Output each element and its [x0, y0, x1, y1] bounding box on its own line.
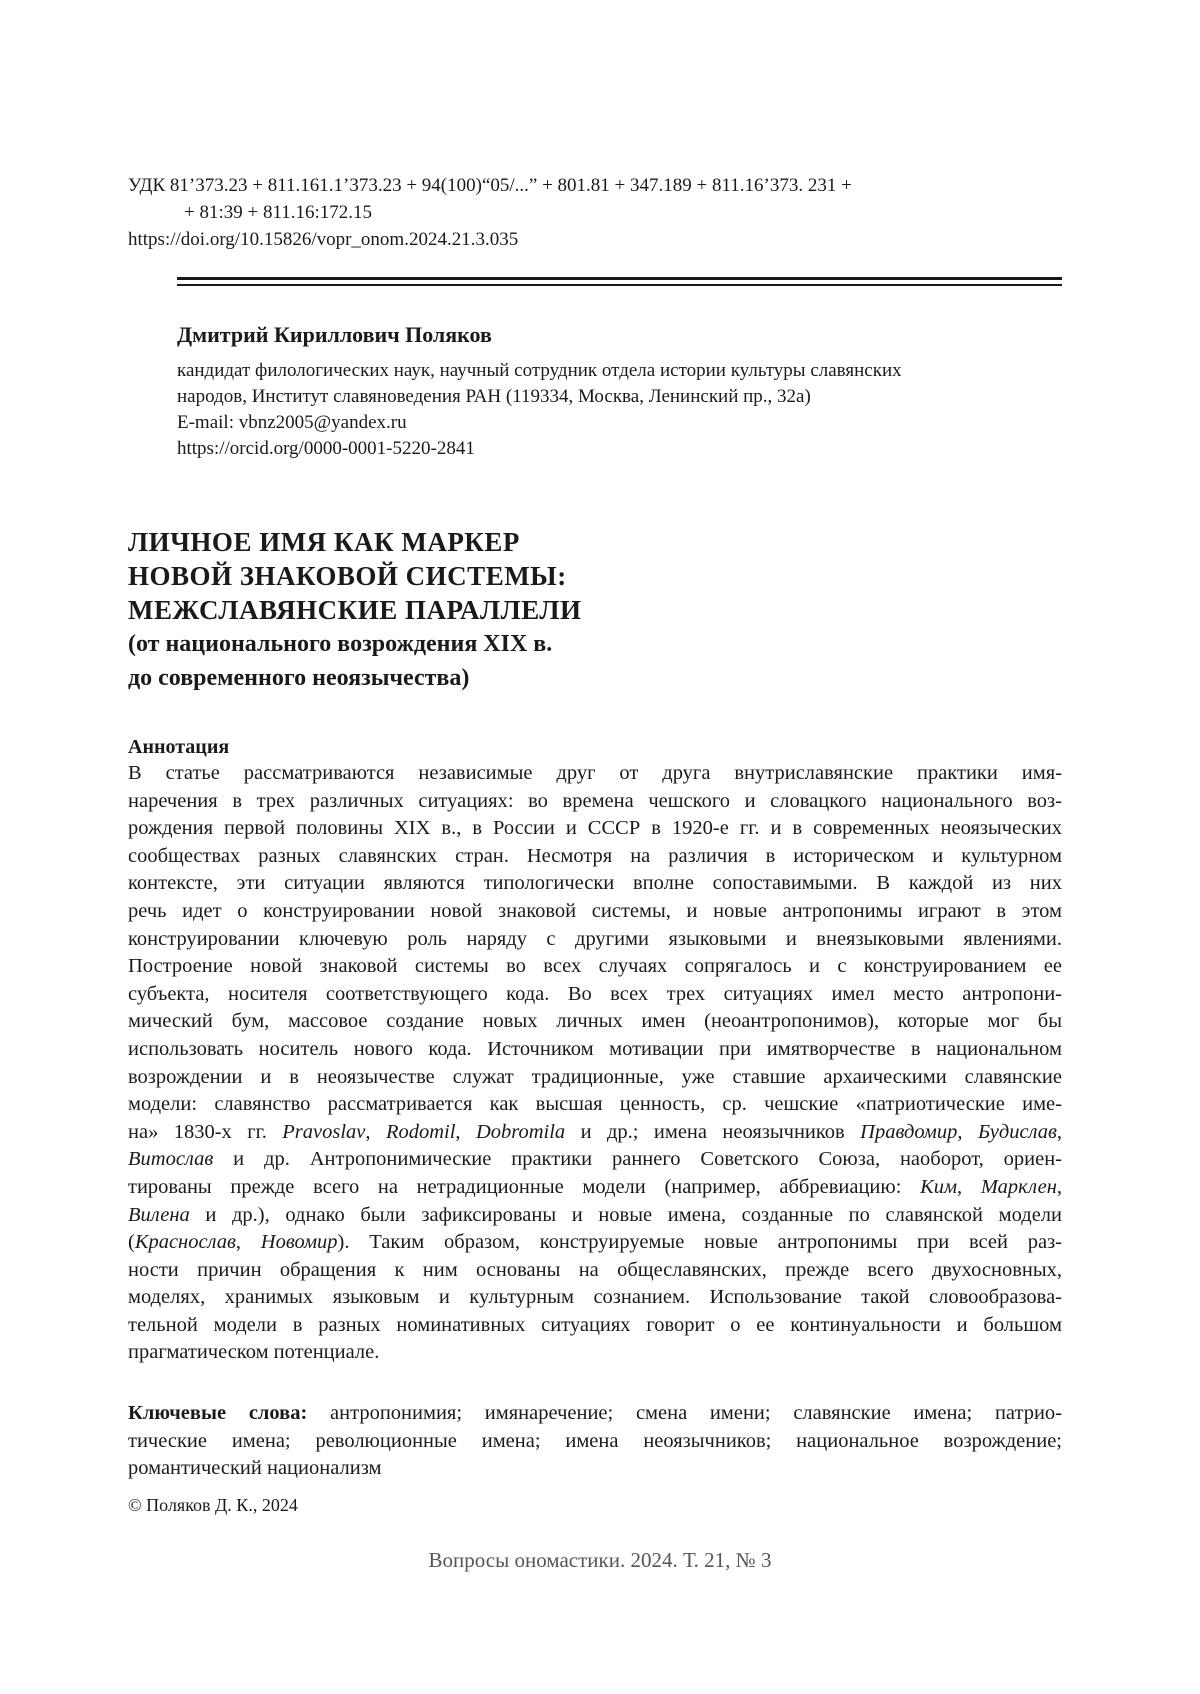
name-example: Марклен: [980, 1175, 1057, 1198]
abstract-line: речь идет о конструировании новой знаковой системы, и новые антропонимы играют в этом: [128, 899, 1062, 922]
text-segment: ). Таким образом, конструируемые новые антропонимы при всей раз-: [337, 1231, 1062, 1254]
abstract-line: [128, 1146, 1062, 1174]
text-segment: тированы прежде всего на нетрадиционные модели (например, аббревиацию:: [128, 1175, 921, 1198]
abstract-line: [128, 1202, 1062, 1230]
title-line: ЛИЧНОЕ ИМЯ КАК МАРКЕР: [128, 527, 520, 557]
udk-line: УДК 81’373.23 + 811.161.1’373.23 + 94(100)“05/...” + 801.81 + 347.189 + 811.16’373. 231 +: [128, 175, 852, 196]
text-segment: ,: [235, 1231, 261, 1254]
abstract-line: наречения в трех различных ситуациях: во времена чешского и словацкого национального воз-: [128, 789, 1062, 812]
abstract-heading: Аннотация: [128, 736, 230, 758]
text-segment: на» 1830-х гг.: [128, 1120, 283, 1143]
keywords-line: тические имена; революционные имена; имена неоязычников; национальное возрождение;: [128, 1429, 1062, 1452]
abstract-line: субъекта, носителя соответствующего кода. Во всех трех ситуациях имел место антропони-: [128, 982, 1062, 1005]
keywords-line: [128, 1400, 1062, 1428]
name-example: Dobromila: [475, 1120, 566, 1143]
abstract-line: [128, 1229, 1062, 1257]
text-segment: ,: [957, 1175, 981, 1198]
abstract-line: [128, 1119, 1062, 1147]
abstract-line: конструировании ключевую роль наряду с другими языковыми и внеязыковыми явлениями.: [128, 927, 1062, 950]
abstract-line: возрождении и в неоязычестве служат традиционные, уже ставшие архаическими славянские: [128, 1065, 1062, 1088]
abstract-line: В статье рассматриваются независимые друг от друга внутриславянские практики имя-: [128, 762, 1062, 784]
abstract-line: [128, 1174, 1062, 1202]
affiliation-line: кандидат филологических наук, научный сотрудник отдела истории культуры славянских: [177, 360, 902, 381]
author-orcid[interactable]: https://orcid.org/0000-0001-5220-2841: [177, 438, 475, 459]
author-name: Дмитрий Кириллович Поляков: [177, 322, 492, 347]
keywords-label: Ключевые слова:: [128, 1402, 308, 1424]
subtitle-line: (от национального возрождения XIX в.: [128, 631, 553, 657]
text-segment: и др.; имена неоязычников: [565, 1120, 861, 1143]
name-example: Витослав: [128, 1148, 214, 1171]
keywords-line: романтический национализм: [128, 1457, 382, 1480]
article-title: [128, 525, 828, 695]
text-segment: ,: [957, 1120, 978, 1143]
name-example: Краснослав: [134, 1231, 236, 1254]
text-segment: ,: [1056, 1175, 1062, 1198]
text-segment: ,: [1056, 1120, 1062, 1143]
text-segment: и др.), однако были зафиксированы и новые имена, созданные по славянской модели: [189, 1203, 1062, 1226]
keywords-block: [128, 1400, 1062, 1483]
name-example: Pravoslav: [282, 1120, 366, 1143]
text-segment: ,: [455, 1120, 476, 1143]
abstract-line: тельной модели в разных номинативных ситуациях говорит о ее континуальности и большом: [128, 1313, 1062, 1336]
title-line: МЕЖСЛАВЯНСКИЕ ПАРАЛЛЕЛИ: [128, 595, 582, 625]
title-line: НОВОЙ ЗНАКОВОЙ СИСТЕМЫ:: [128, 561, 567, 591]
abstract-text: [128, 760, 1062, 1367]
name-example: Вилена: [128, 1203, 190, 1226]
abstract-line: Построение новой знаковой системы во всех случаях сопрягалось и с конструированием ее: [128, 955, 1062, 978]
copyright-notice: © Поляков Д. К., 2024: [128, 1495, 298, 1515]
abstract-line: модели: славянство рассматривается как высшая ценность, ср. чешские «патриотические име-: [128, 1093, 1062, 1116]
name-example: Будислав: [977, 1120, 1057, 1143]
doi-link[interactable]: https://doi.org/10.15826/vopr_onom.2024.21.3.035: [128, 229, 519, 250]
author-affiliation: [177, 358, 1057, 462]
affiliation-line: народов, Институт славяноведения РАН (119334, Москва, Ленинский пр., 32а): [177, 386, 811, 407]
udk-line-continued: + 81:39 + 811.16:172.15: [184, 202, 373, 223]
abstract-line: ности причин обращения к ним основаны на общеславянских, прежде всего двухосновных,: [128, 1258, 1062, 1281]
author-email[interactable]: E-mail: vbnz2005@yandex.ru: [177, 412, 407, 433]
abstract-line: моделях, хранимых языковым и культурным сознанием. Использование такой словообразова-: [128, 1286, 1062, 1309]
abstract-line: контексте, эти ситуации являются типологически вполне сопоставимыми. В каждой из них: [128, 872, 1062, 895]
text-segment: (: [128, 1231, 135, 1254]
name-example: Rodomil: [385, 1120, 456, 1143]
abstract-line: мический бум, массовое создание новых личных имен (неоантропонимов), которые мог бы: [128, 1010, 1062, 1033]
divider-thick: [177, 277, 1062, 280]
abstract-line: прагматическом потенциале.: [128, 1341, 380, 1364]
journal-footer: Вопросы ономастики. 2024. Т. 21, № 3: [428, 1548, 772, 1572]
header-divider: [177, 277, 1062, 286]
abstract-line: сообществах разных славянских стран. Несмотря на различия в историческом и культурном: [128, 844, 1062, 867]
divider-thin: [177, 284, 1062, 286]
text-segment: и др. Антропонимические практики раннего Советского Союза, наоборот, ориен-: [213, 1148, 1062, 1171]
name-example: Правдомир: [860, 1120, 958, 1143]
name-example: Ким: [920, 1175, 958, 1198]
keywords-text: антропонимия; имянаречение; смена имени; славянские имена; патрио-: [307, 1402, 1062, 1424]
subtitle-line: до современного неоязычества): [128, 665, 470, 691]
abstract-line: рождения первой половины XIX в., в России и СССР в 1920-е гг. и в современных неоязыческих: [128, 817, 1062, 840]
name-example: Новомир: [260, 1231, 338, 1254]
udk-block: [128, 172, 1028, 253]
text-segment: ,: [365, 1120, 386, 1143]
abstract-line: использовать носитель нового кода. Источником мотивации при имятворчестве в национальном: [128, 1037, 1062, 1060]
